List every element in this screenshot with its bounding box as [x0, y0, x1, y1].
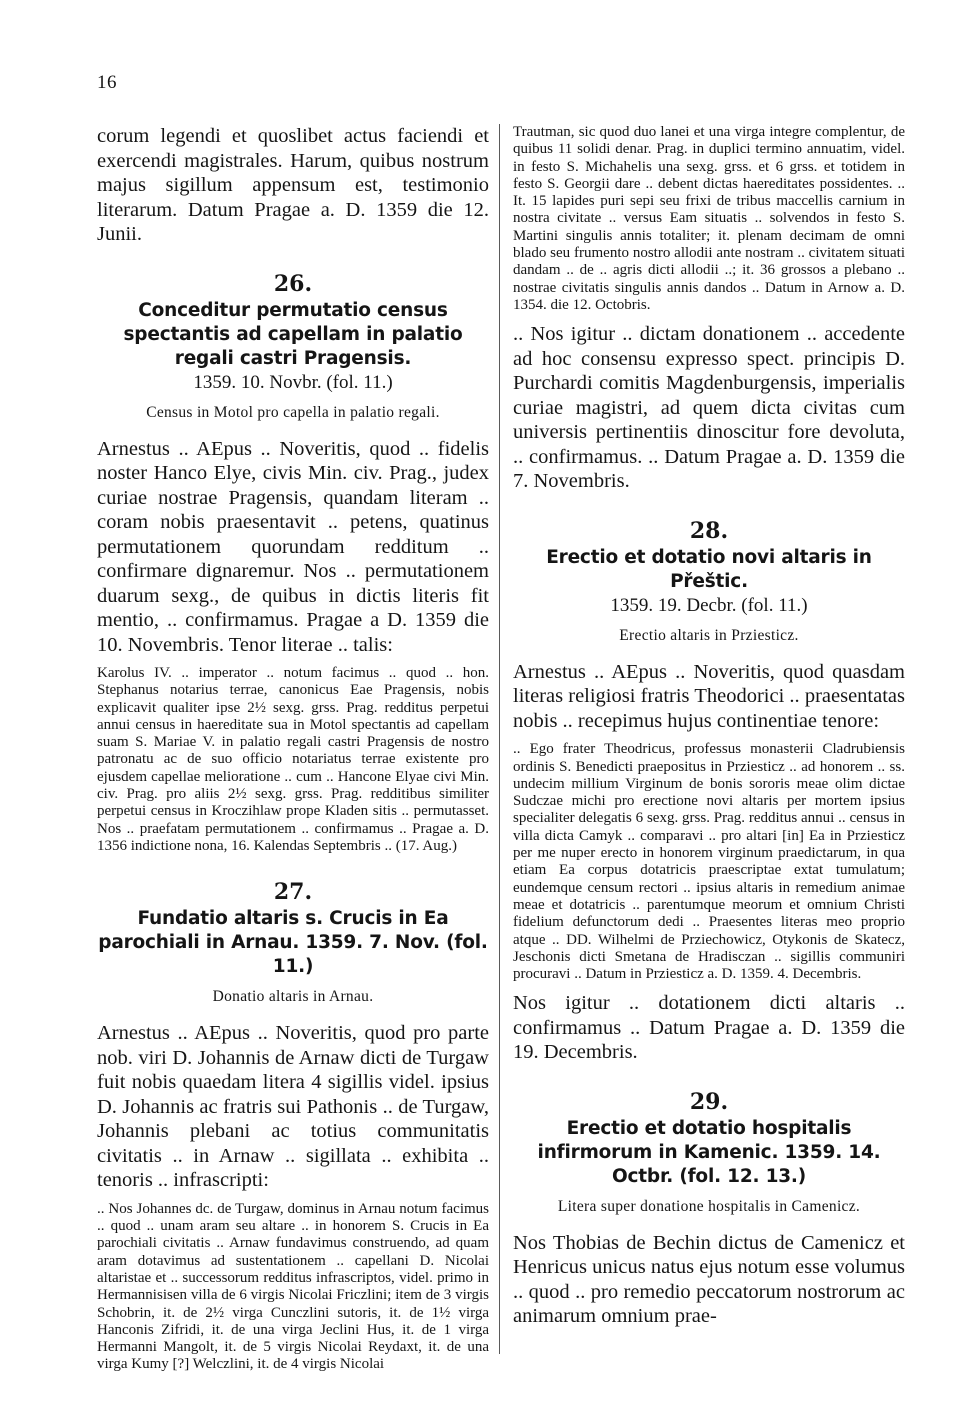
continuation-paragraph: corum legendi et quoslibet actus faciendi et exercendi magistrales. Harum, quibus nostrum majus sigillum appensum est, testimonio literarum. Datum Pragae a. D. 1359 die 12. Junii. — [97, 125, 489, 245]
document-date-26: 1359. 10. Novbr. (fol. 11.) — [193, 371, 393, 393]
document-number-28: 28. — [689, 517, 729, 544]
document-title-29: Erectio et dotatio hospitalis infirmorum in Kamenic. 1359. 14. Octbr. (fol. 12. 13.) — [537, 1117, 881, 1187]
document-end-28: Nos igitur .. dotationem dicti altaris .. confirmamus .. Datum Pragae a. D. 1359 die 19. Decembris. — [513, 992, 905, 1064]
document-number-29: 29. — [689, 1088, 729, 1115]
column-divider — [499, 124, 500, 1354]
document-summary-26: Census in Motol pro capella in palatio regali. — [146, 403, 440, 421]
document-insert-27: .. Nos Johannes dc. de Turgaw, dominus in Arnau notum facimus .. quod .. unam aram seu altare .. in honorem S. Crucis in Ea parochiali civitatis .. Arnaw fundavimus construendo, ad quam aram dotavimus ad sustentationem .. capellani D. Nicolai altaristae et .. successorum redditus infrascriptos, videl. primo in Hermannisisen villa de 6 virgis Nicolai Friczlini; item de 3 virgis Schobrin, it. de 2½ virga Cunczlini sutoris, it. de 1½ virga Hanconis Zifridi, it. de una virga Jeclini Hus, it. de 1 virga Hermanni Mangolt, it. de 5 virgis Nicolai Reydaxt, it. de una virga Kumy [?] Welczlini, it. de 4 virgis Nicolai — [97, 1200, 489, 1373]
document-body-26: Arnestus .. AEpus .. Noveritis, quod .. fidelis noster Hanco Elye, civis Min. civ. Prag., judex curiae nostrae Pragensis, quandam literam .. coram nobis praesentavit .. petens, quatinus permutationem quorundam redditum .. confirmare dignaremur. Nos .. permutationem duarum sexg., de quibus in dictis literis fit mentio, .. confirmamus. Pragae a D. 1359 die 10. Novembris. Tenor literae .. talis: — [97, 437, 489, 656]
document-title-26: Conceditur permutatio census spectantis ad capellam in palatio regali castri Pragensis. — [123, 299, 463, 369]
right-column — [513, 124, 905, 1329]
page-number: 16 — [97, 72, 117, 93]
document-body-28: Arnestus .. AEpus .. Noveritis, quod quasdam literas religiosi fratris Theodorici .. praesentatas nobis .. recepimus hujus continentiae tenore: — [513, 660, 905, 732]
document-body-29: Nos Thobias de Bechin dictus de Camenicz et Henricus unicus natus ejus notum esse volumus .. quod .. pro remedio peccatorum nostrorum ac animarum omnium prae- — [513, 1231, 905, 1328]
document-summary-27: Donatio altaris in Arnau. — [212, 988, 374, 1006]
document-title-28: Erectio et dotatio novi altaris in Přeštic. — [546, 546, 872, 592]
insert-continuation-27: Trautman, sic quod duo lanei et una virga integre complentur, de quibus 11 solidi denar. Prag. in duplici termino annuatim, videl. in festo S. Michahelis una sexg. grss. et 6 grss. et totidem in festo S. Georgii dare .. debent dictas haereditates possidentes. .. It. 15 lapides puri sepi seu frixi de tribus maccellis carnium in nostra civitate .. versus Eam situatis .. solvendos in festo S. Martini singulis annis totaliter; it. plenam decimam de omni blado seu frumento nostro allodii ante nostram .. civitatem situati dandam .. de .. agris dicti allodii ..; it. 36 grossos a plebano .. nostrae civitatis singulis annis dandos .. Datum in Arnow a. D. 1354. die 12. Octobris. — [513, 124, 905, 313]
left-column — [97, 124, 489, 1374]
document-number-26: 26. — [273, 270, 313, 297]
document-summary-29: Litera super donatione hospitalis in Camenicz. — [557, 1197, 861, 1215]
document-end-27: .. Nos igitur .. dictam donationem .. accedente ad hoc consensu expresso spect. principis D. Purchardi comitis Magdenburgensis, imperialis curiae magistri, ad quem dicta civitas cum universis pertinentiis dinoscitur fore devoluta, .. confirmamus. .. Datum Pragae a. D. 1359 die 7. Novembris. — [513, 323, 905, 493]
document-summary-28: Erectio altaris in Prziesticz. — [619, 626, 799, 644]
document-insert-28: .. Ego frater Theodricus, professus monasterii Cladrubiensis ordinis S. Benedicti praepositus in Prziesticz .. ad honorem .. ss. undecim millium Virginum de bonis sororis meae olim dictae Sudczae michi pro erectione novi altaris per mortem ipsius specialiter delegatis 6 sexg. grss. Prag. redditus annui .. census in villa dicta Camyk .. comparavi .. pro altari [in] Ea in Prziesticz per me nuper erecto in honorem virginum praedictarum, in qua etiam Ea corpus dotatricis praescriptae extat tumulatum; eundemque censum rectori .. ipsius altaris in remedium animae meae et dotatricis .. parentumque meorum et omnium Christi fidelium defunctorum dedi .. Praesentes literas meo proprio atque .. DD. Wilhelmi de Prziechowicz, Otykonis de Skatecz, Jeschonis dicti Smetana de Hradisczan .. sigillis communiri procuravi .. Datum in Prziesticz a. D. 1359. 4. Decembris. — [513, 741, 905, 983]
document-number-27: 27. — [273, 879, 313, 906]
document-title-27: Fundatio altaris s. Crucis in Ea parochiali in Arnau. 1359. 7. Nov. (fol. 11.) — [98, 908, 488, 978]
document-date-28: 1359. 19. Decbr. (fol. 11.) — [610, 594, 808, 616]
document-body-27: Arnestus .. AEpus .. Noveritis, quod pro parte nob. viri D. Johannis de Arnaw dicti de Turgaw fuit nobis quaedam litera 4 sigillis videl. ipsius D. Johannis ac fratris sui Pathonis .. de Turgaw, Johannis plebani ac totius communitatis civitatis .. in Arnaw .. sigillata .. exhibita .. tenoris .. infrascripti: — [97, 1022, 489, 1192]
document-insert-26: Karolus IV. .. imperator .. notum facimus .. quod .. hon. Stephanus notarius terrae, canonicus Eae Pragensis, nobis explicavit qualiter ipse 2½ sexg. grss. Prag. redditus perpetui annui census in haereditate sua in Motol spectantis ad capellam suam S. Mariae V. in palatio regali castri Pragensis de nostro patronatu ac de suo officio notariatus terrae existente pro ejusdem capellae melioratione .. cum .. Hancone Elyae civi Min. civ. Prag. pro aliis 2½ sexg. grss. Prag. redditibus similiter perpetui census in Kroczihlaw prope Kladen sitis .. permutasset. Nos .. praefatam permutationem .. confirmamus .. Pragae a. D. 1356 indictione nona, 16. Kalendas Septembris .. (17. Aug.) — [97, 665, 489, 854]
